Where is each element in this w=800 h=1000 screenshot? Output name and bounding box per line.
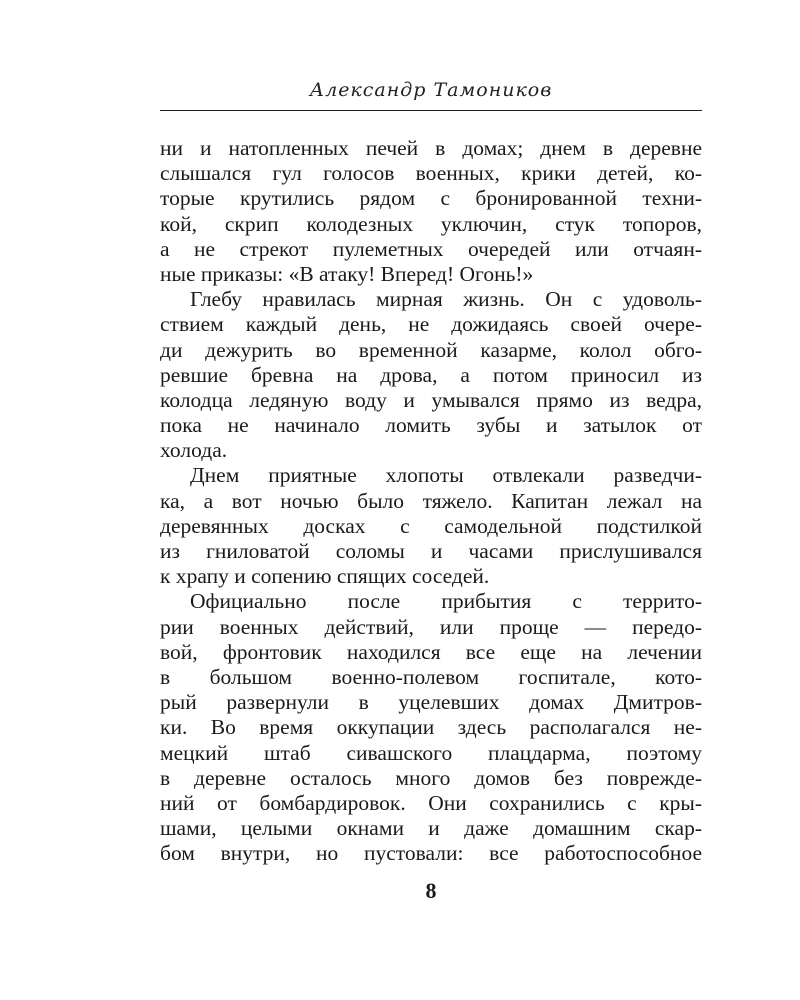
text-line: рии военных действий, или проще — передо- [160,614,702,639]
text-line: в деревне осталось много домов без поврежде- [160,765,702,790]
text-line: деревянных досках с самодельной подстилкой [160,513,702,538]
text-line: ревшие бревна на дрова, а потом приносил из [160,362,702,387]
header-rule [160,110,702,111]
text-line: пока не начинало ломить зубы и затылок от [160,413,702,438]
text-line: ний от бомбардировок. Они сохранились с кры- [160,790,702,815]
text-line: торые крутились рядом с бронированной техни- [160,186,702,211]
text-line: ки. Во время оккупации здесь располагался не- [160,715,702,740]
text-line: ные приказы: «В атаку! Вперед! Огонь!» [160,261,534,286]
text-line: бом внутри, но пустовали: все работоспособное [160,841,702,866]
text-line: вой, фронтовик находился все еще на лечении [160,639,702,664]
running-header-author: Александр Тамоников [309,79,553,101]
text-line: колодца ледяную воду и умывался прямо из ведра, [160,387,702,412]
text-line: шами, целыми окнами и даже домашним скар- [160,816,702,841]
body-text [160,136,702,866]
text-line: а не стрекот пулеметных очередей или отчаян- [160,236,702,261]
text-line: ни и натопленных печей в домах; днем в деревне [160,136,702,160]
text-line: холода. [160,438,228,463]
text-line: к храпу и сопению спящих соседей. [160,564,490,589]
text-line: в большом военно-полевом госпитале, кото- [160,664,702,689]
text-line: Глебу нравилась мирная жизнь. Он с удоволь- [190,287,702,312]
text-line: ди дежурить во временной казарме, колол обго- [160,337,702,362]
text-line: из гниловатой соломы и часами прислушивался [160,539,702,563]
text-line: ка, а вот ночью было тяжело. Капитан лежал на [160,488,702,513]
page-number: 8 [425,878,437,903]
text-line: рый развернули в уцелевших домах Дмитров- [160,690,702,715]
text-line: Днем приятные хлопоты отвлекали разведчи- [190,463,702,488]
text-line: кой, скрип колодезных уключин, стук топоров, [160,211,702,236]
text-line: Официально после прибытия с террито- [190,589,702,614]
text-line: ствием каждый день, не дожидаясь своей очере- [160,312,702,337]
text-line: слышался гул голосов военных, крики детей, ко- [160,161,702,186]
text-line: мецкий штаб сивашского плацдарма, поэтому [160,740,702,765]
